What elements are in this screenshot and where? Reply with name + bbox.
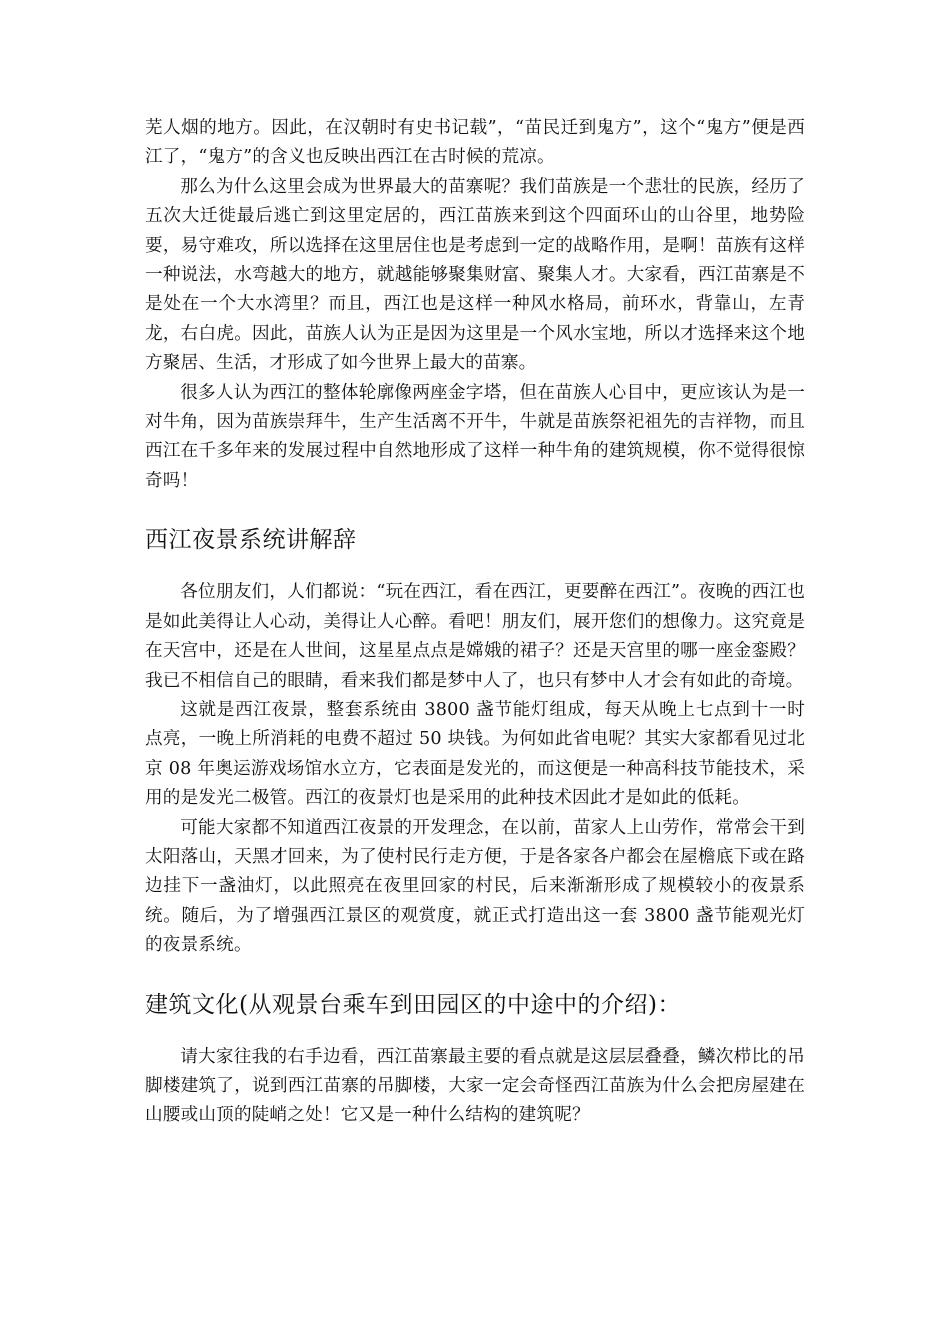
paragraph: 很多人认为西江的整体轮廓像两座金字塔，但在苗族人心目中，更应该认为是一对牛角，因为苗族崇拜牛，生产生活离不开牛，牛就是苗族祭祀祖先的吉祥物，而且西江在千多年来的发展过程中自然地形成了这样一种牛角的建筑规模，你不觉得很惊奇吗！: [145, 382, 805, 491]
paragraph: 这就是西江夜景，整套系统由 3800 盏节能灯组成，每天从晚上七点到十一时点亮，一晚上所消耗的电费不超过 50 块钱。为何如此省电呢？其实大家都看见过北京 08 年奥运游戏场馆水立方，它表面是发光的，而这便是一种高科技节能技术，采用的是发光二极管。西江的夜景灯也是采用的此种技术因此才是如此的低耗。: [145, 699, 805, 809]
paragraph: 各位朋友们，人们都说：“玩在西江，看在西江，更要醉在西江”。夜晚的西江也是如此美得让人心动，美得让人心醉。看吧！朋友们，展开您们的想像力。这究竟是在天宫中，还是在人世间，这星星点点是嫦娥的裙子？还是天宫里的哪一座金銮殿？我已不相信自己的眼睛，看来我们都是梦中人了，也只有梦中人才会有如此的奇境。: [145, 582, 805, 691]
section-heading-architecture: 建筑文化(从观景台乘车到田园区的中途中的介绍)：: [145, 991, 681, 1018]
paragraph: 芜人烟的地方。因此，在汉朝时有史书记载”，“苗民迁到鬼方”，这个“鬼方”便是西江了，“鬼方”的含义也反映出西江在古时候的荒凉。: [145, 118, 805, 168]
paragraph: 可能大家都不知道西江夜景的开发理念，在以前，苗家人上山劳作，常常会干到太阳落山，天黑才回来，为了使村民行走方便，于是各家各户都会在屋檐底下或在路边挂下一盏油灯，以此照亮在夜里回家的村民，后来渐渐形成了规模较小的夜景系统。随后，为了增强西江景区的观赏度，就正式打造出这一套 3800 盏节能观光灯的夜景系统。: [145, 817, 805, 956]
paragraph: 那么为什么这里会成为世界最大的苗寨呢？我们苗族是一个悲壮的民族，经历了五次大迁徙最后逃亡到这里定居的，西江苗族来到这个四面环山的山谷里，地势险要，易守难攻，所以选择在这里居住也是考虑到一定的战略作用，是啊！苗族有这样一种说法，水弯越大的地方，就越能够聚集财富、聚集人才。大家看，西江苗寨是不是处在一个大水湾里？而且，西江也是这样一种风水格局，前环水，背靠山，左青龙，右白虎。因此，苗族人认为正是因为这里是一个风水宝地，所以才选择来这个地方聚居、生活，才形成了如今世界上最大的苗寨。: [145, 176, 805, 374]
section-heading-night-scene: 西江夜景系统讲解辞: [145, 527, 357, 554]
paragraph: 请大家往我的右手边看，西江苗寨最主要的看点就是这层层叠叠，鳞次栉比的吊脚楼建筑了，说到西江苗寨的吊脚楼，大家一定会奇怪西江苗族为什么会把房屋建在山腰或山顶的陡峭之处！它又是一种什么结构的建筑呢？: [145, 1046, 805, 1126]
document-page: [145, 114, 805, 1131]
